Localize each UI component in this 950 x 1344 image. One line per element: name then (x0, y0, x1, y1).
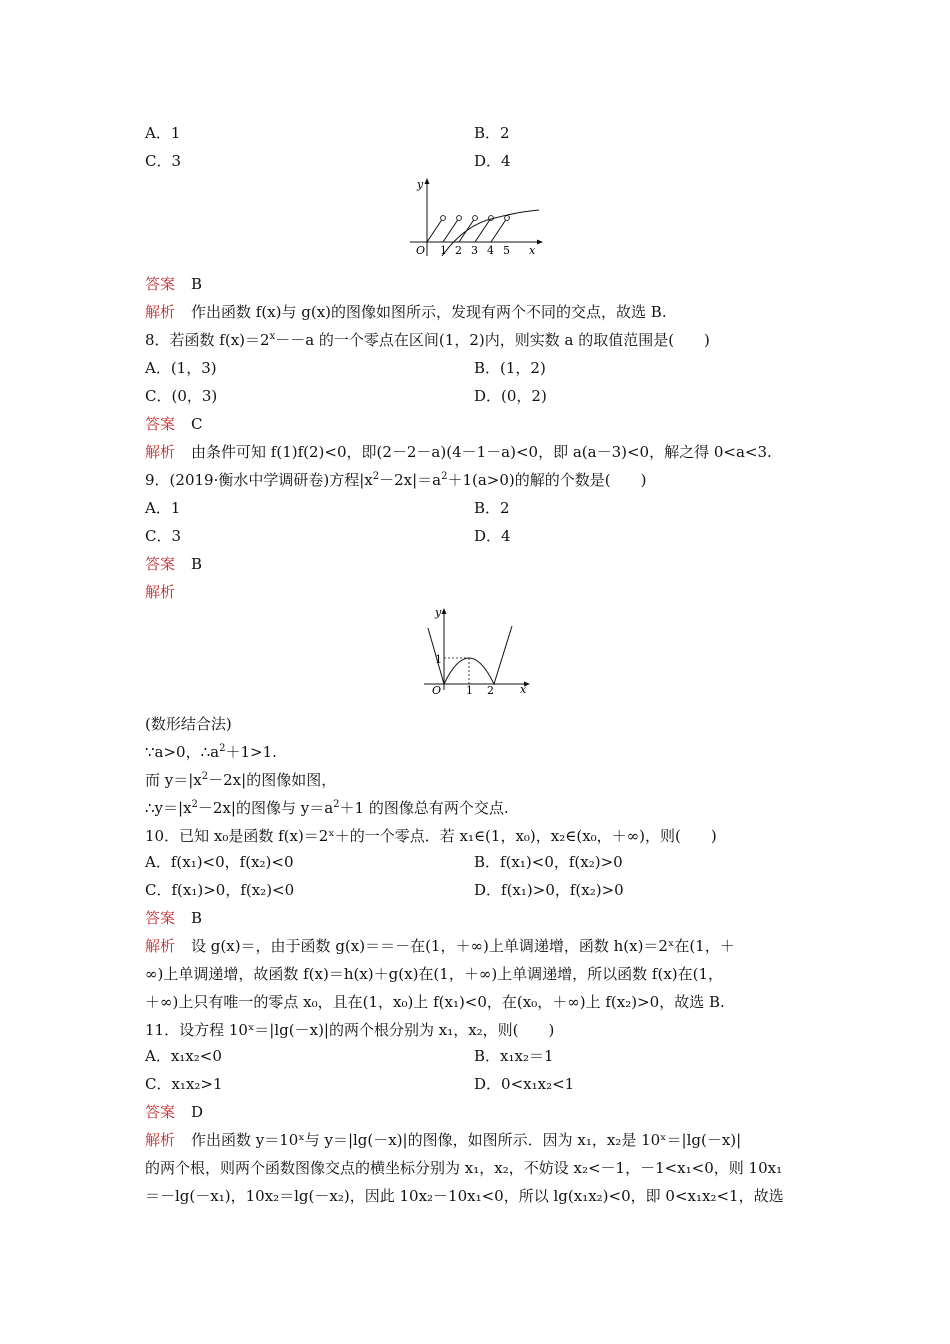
q7-graph-x-label: x (529, 244, 536, 257)
q9-stem: 9．(2019·衡水中学调研卷)方程$|x^2-2x|=a^2+1(a>0)$的解的个数是( ) (145, 471, 647, 489)
q10-answer: 答案 B (145, 909, 203, 927)
q7-explanation: 解析 作出函数 f(x)与 g(x)的图像如图所示，发现有两个不同的交点，故选 B. (145, 303, 667, 321)
q11-explanation-line-3: ＝－lg(－x₁)，10x₂＝lg(－x₂)，因此 10x₂－10x₁<0，所以 lg(x₁x₂)<0，即 0<x₁x₂<1，故选 (145, 1187, 784, 1205)
q9-graph-x-tick-1: 1 (466, 684, 473, 694)
q7-graph-tick-5: 5 (503, 244, 510, 257)
q10-option-b: B．f(x₁)<0，f(x₂)>0 (474, 853, 623, 871)
q9-answer: 答案 B (145, 555, 203, 573)
q7-graph-tick-4: 4 (487, 244, 494, 257)
q10-explanation-line-3: ＋∞)上只有唯一的零点 x₀，且在(1，x₀)上 f(x₁)<0，在(x₀，＋∞)上 f(x₂)>0，故选 B. (145, 993, 725, 1011)
q9-step-2: 而 $y=|x^2-2x|$的图像如图， (145, 771, 337, 789)
q8-option-a: A．(1，3) (145, 359, 217, 377)
q11-option-a: A．x₁x₂<0 (145, 1047, 222, 1065)
q10-explanation-line-1: 解析 设 g(x)＝，由于函数 g(x)＝＝－在(1，＋∞)上单调递增，函数 h(x)＝2ˣ在(1，＋ (145, 937, 735, 955)
q10-option-d: D．f(x₁)>0，f(x₂)>0 (474, 881, 624, 899)
q9-option-d: D．4 (474, 527, 511, 545)
q7-answer: 答案 B (145, 275, 203, 293)
q9-step-3: $\therefore y=|x^2-2x|$的图像与 $y=a^2+1$ 的图像总有两个交点. (145, 799, 509, 817)
q9-graph-x-tick-2: 2 (487, 684, 494, 694)
q9-option-b: B．2 (474, 499, 510, 517)
q7-graph-tick-1: 1 (440, 244, 447, 257)
q7-option-d: D．4 (474, 152, 511, 170)
q9-graph-origin: O (432, 684, 442, 694)
q9-graph-x-label: x (520, 683, 527, 694)
q9-option-c: C．3 (145, 527, 182, 545)
q11-explanation-line-1: 解析 作出函数 y＝10ˣ与 y＝|lg(－x)|的图像，如图所示．因为 x₁，x₂是 10ˣ＝|lg(－x)| (145, 1131, 742, 1149)
q7-graph (405, 174, 545, 260)
q11-explanation-line-2: 的两个根，则两个函数图像交点的横坐标分别为 x₁，x₂，不妨设 x₂<－1，－1<x₁<0，则 10x₁ (145, 1159, 783, 1177)
q8-option-c: C．(0，3) (145, 387, 218, 405)
q7-option-a: A．1 (145, 124, 181, 142)
q9-explanation-label: 解析 (145, 583, 176, 601)
q8-stem: 8．若函数 $f(x)=2^x--a$ 的一个零点在区间(1，2)内，则实数 a 的取值范围是( ) (145, 331, 710, 349)
q7-option-c: C．3 (145, 152, 182, 170)
q10-option-c: C．f(x₁)>0，f(x₂)<0 (145, 881, 295, 899)
q9-method: (数形结合法) (145, 715, 232, 733)
q10-option-a: A．f(x₁)<0，f(x₂)<0 (145, 853, 294, 871)
q11-stem: 11．设方程 10ˣ＝|lg(－x)|的两个根分别为 x₁，x₂，则( ) (145, 1021, 555, 1039)
q11-answer: 答案 D (145, 1103, 204, 1121)
q7-graph-tick-2: 2 (455, 244, 462, 257)
q7-graph-origin: O (416, 244, 426, 257)
q8-option-d: D．(0，2) (474, 387, 547, 405)
q11-option-c: C．x₁x₂>1 (145, 1075, 223, 1093)
q10-stem: 10．已知 x₀是函数 f(x)＝2ˣ＋的一个零点．若 x₁∈(1，x₀)，x₂∈(x₀，＋∞)，则( ) (145, 827, 717, 845)
q9-option-a: A．1 (145, 499, 181, 517)
q9-graph-y-label: y (435, 606, 442, 619)
q11-option-d: D．0<x₁x₂<1 (474, 1075, 575, 1093)
q7-graph-y-label: y (417, 178, 424, 191)
q9-step-1: ∵a>0，$\therefore a^2+1>1$. (145, 743, 277, 761)
q7-option-b: B．2 (474, 124, 510, 142)
q8-answer: 答案 C (145, 415, 203, 433)
q9-graph-y-tick-1: 1 (435, 653, 442, 666)
q10-explanation-line-2: ∞)上单调递增，故函数 f(x)＝h(x)＋g(x)在(1，＋∞)上单调递增，所以函数 f(x)在(1， (145, 965, 724, 983)
q9-graph (420, 602, 532, 694)
q8-option-b: B．(1，2) (474, 359, 546, 377)
q8-explanation: 解析 由条件可知 f(1)f(2)<0，即(2－2－a)(4－1－a)<0，即 a(a－3)<0，解之得 0<a<3. (145, 443, 772, 461)
q11-option-b: B．x₁x₂＝1 (474, 1047, 554, 1065)
q7-graph-tick-3: 3 (471, 244, 478, 257)
